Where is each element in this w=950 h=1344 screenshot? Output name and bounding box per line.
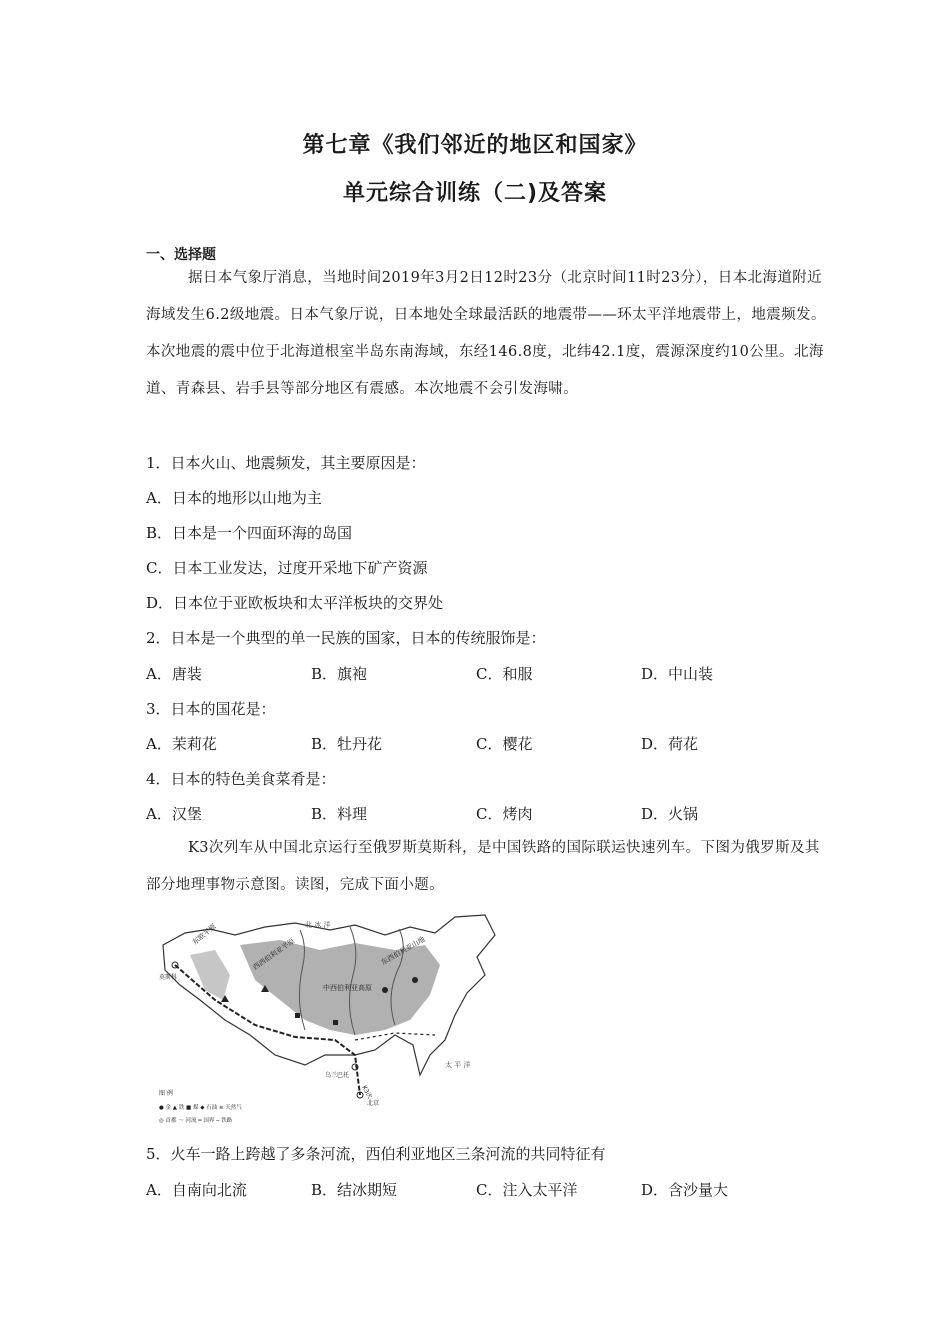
question-1-option-c: C．日本工业发达，过度开采地下矿产资源 [146,559,428,577]
plain-shading [190,950,230,1000]
central-siberian-plateau-label: 中西伯利亚高原 [323,984,372,992]
question-4-option-b: B．料理 [311,805,368,823]
question-4-options [146,803,826,825]
west-siberian-plain-label: 西西伯利亚平原 [251,936,297,972]
question-3-option-b: B．牡丹花 [311,735,383,753]
question-1-option-b: B．日本是一个四面环海的岛国 [146,524,353,542]
question-2-option-a: A．唐装 [146,665,202,683]
border-line [355,1033,435,1040]
moscow-label: 莫斯科 [159,974,178,981]
question-3-option-c: C．樱花 [476,735,533,753]
arctic-ocean-label: 北 冰 洋 [305,921,331,929]
question-2-options [146,663,826,685]
question-3-stem: 3．日本的国花是： [146,700,276,718]
question-4-option-c: C．烤肉 [476,805,533,823]
question-1-option-a: A．日本的地形以山地为主 [146,489,322,507]
question-2-option-c: C．和服 [476,665,533,683]
coal-symbol [295,1013,300,1018]
legend-row-2: ◎ 首都 ～ 河流 ━ 国界 ─ 铁路 [159,1118,233,1124]
question-5-option-a: A．自南向北流 [146,1181,247,1199]
question-5-stem: 5．火车一路上跨越了多条河流，西伯利亚地区三条河流的共同特征有 [146,1145,606,1163]
question-3-option-a: A．茉莉花 [146,735,217,753]
question-2-stem: 2．日本是一个典型的单一民族的国家，日本的传统服饰是： [146,629,546,647]
question-5-option-b: B．结冰期短 [311,1181,398,1199]
question-5-option-d: D．含沙量大 [641,1181,729,1199]
passage-k3-train: K3次列车从中国北京运行至俄罗斯莫斯科，是中国铁路的国际联运快速列车。下图为俄罗斯及其部分地理事物示意图。读图，完成下面小题。 [146,840,820,893]
question-5-options [146,1179,826,1201]
question-3-options [146,733,826,755]
question-4-option-a: A．汉堡 [146,805,202,823]
k3-label: K3次 [360,1084,374,1100]
passage-earthquake: 据日本气象厅消息，当地时间2019年3月2日12时23分（北京时间11时23分），日本北海道附近海域发生6.2级地震。日本气象厅说，日本地处全球最活跃的地震带——环太平洋地震带上，地震频发。本次地震的震中位于北海道根室半岛东南海域，东经146.8度，北纬42.1度，震源深度约10公里。北海道、青森县、岩手县等部分地区有震感。本次地震不会引发海啸。 [146,270,826,397]
east-european-plain-label: 东欧平原 [191,922,218,947]
coal-symbol [333,1020,338,1025]
section-heading: 一、选择题 [146,247,216,263]
question-5-option-c: C．注入太平洋 [476,1181,578,1199]
east-siberian-mountains-label: 东西伯利亚山地 [380,935,427,967]
question-4-stem: 4．日本的特色美食菜肴是： [146,770,336,788]
beijing-label: 北京 [367,1100,380,1107]
ulaanbaatar-label: 乌兰巴托 [325,1072,350,1079]
gold-symbol [382,987,388,993]
document-subtitle: 单元综合训练（二)及答案 [342,181,608,206]
russia-map-figure [155,905,510,1130]
question-1-option-d: D．日本位于亚欧板块和太平洋板块的交界处 [146,594,444,612]
question-2-option-b: B．旗袍 [311,665,368,683]
gold-symbol [412,977,418,983]
document-title: 第七章《我们邻近的地区和国家》 [302,133,648,158]
legend-title: 图 例 [159,1090,173,1097]
pacific-ocean-label: 太 平 洋 [445,1061,471,1069]
legend-row-1: ● 金 ▲ 铁 ■ 煤 ◆ 石油 ≋ 天然气 [159,1105,242,1111]
question-4-option-d: D．火锅 [641,805,699,823]
question-2-option-d: D．中山装 [641,665,714,683]
question-3-option-d: D．荷花 [641,735,699,753]
question-1-stem: 1．日本火山、地震频发，其主要原因是： [146,454,426,472]
